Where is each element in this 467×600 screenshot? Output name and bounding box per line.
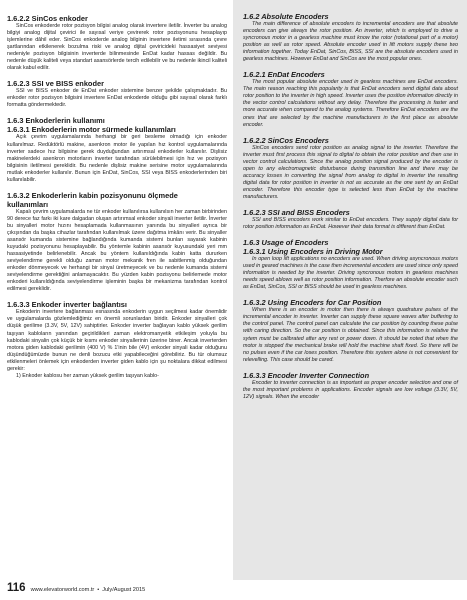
heading-car-position-tr: 1.6.3.2 Enkoderlerin kabin pozisyonunu ölçmede xyxy=(7,190,178,200)
heading-endat: 1.6.2.1 EnDat Encoders xyxy=(243,70,325,80)
heading-absolute-encoders: 1.6.2 Absolute Encoders xyxy=(243,12,329,21)
footer-separator: • xyxy=(97,587,100,593)
paragraph-sincos: SinCos encoders send rotor position as analog signal to the inverter. Therefore the inverter must first process this signal to digital to obtain the rotor position and then use in vector control calculations. Since the analog position signal produced by the encoder is open to any electromagnetic disturbance during transmition line and there may be accuracy losses in converting the signal from analog to digital in inverter the resulting digital data for rotor position in inverter is not as accurate as the one sent by an EnDat encoder. Therefore this encoder type is selected less than EnDat by the machine manufacturers. xyxy=(243,144,458,200)
heading-car-position: 1.6.3.2 Using Encoders for Car Position xyxy=(243,298,382,308)
paragraph-absolute-encoders: The main difference of absolute encoders to incremental encoders are that absolute encoders can give always the rotor position. An inverter, which is employed to drive a syncronous motor in a gearless machine must know the rotor (rotational part of a motor) position as well as rotor speed. Absolute encoder used in lift motors supply these two information together. Today EnDat, SinCos, BISS, SSI are the absolute encoders used in gearless machines. However EnDat and SinCos are the most popular ones. xyxy=(243,21,458,63)
paragraph-ssi-biss: SSI and BISS encoders work similar to EnDat encoders. They supply digital data for rotor position information as EnDat. However their data format is different than EnDat. xyxy=(243,216,458,231)
heading-usage-tr: 1.6.3 Enkoderlerin kullanımı xyxy=(7,116,105,126)
heading-car-position-tr-line2: kullanımları xyxy=(7,199,49,209)
paragraph-endat: The most popular absolute encoder used in gearless machines are EnDat encoders. The main reason reaching this popularity is that EnDat encoders send digital data about rotor position to the inverter in high speed. Inverter uses the position information directly in the vector control calculations without any delay. Therefore the processing is faster and more accurate when compared to the analog systems. Therefore EnDat encoders are the ones that are selected by the machine manufacturers in the first place as absolute encoder. xyxy=(243,79,458,128)
english-column xyxy=(233,0,467,580)
heading-inverter-connection: 1.6.3.3 Encoder Inverter Connection xyxy=(243,370,370,380)
paragraph-connection-tr: Enkoderin invertere bağlanması esnasında enkoderin uygun seçilmesi kadar önemlidir ve uygulamalarda gözlemlediğimiz en önemli sorunlardan biridir. Enkoder sinyalleri çok düşük gerilime (3.3V, 5V, 12V) sahiptirler. Enkoder inverter bağlayan kablo yüksek gerilim taşıyan kabloların yanından geçirildikleri zaman elektromanyetik etkileşim yoluyla bu kablodaki sinyalin çok küçük bir kısmı enkoder sinyallerinin üzerine biner. Ancak inverterden motora giden kablodaki gerilimin (400 V) % 1'inin bile (4V) enkoder sinyali kadar olduğunu düşündüğümüzde bunun ne denli bozucu etki yapabileceğini görebiliriz. Bu tür olumsuz etkilenmeleri önlemek için enkoderden inverter giden kablo için şu noktalara dikkat edilmesi gerekir: xyxy=(7,309,227,372)
heading-ssi-biss: 1.6.2.3 SSI and BISS Encoders xyxy=(243,207,350,217)
paragraph-car-position: When there is an encoder in motor then there is always quadrature pulses of the incremental encoder in inverter. Inverter can supply these square waves after buffering to the control panel. The control panel can calculate the car position by counting these pulse with caring direction. So the car position is obtained. Since this information is relative the sytem must be calibrated after any rest or power down. It should be noted that when the motor is stopped the mechanical brake will hold the machine shaft fixed. So there will be no pulses even if the car loses position. Therefore this system alone is not convenient for relevelling. This case should be cared. xyxy=(243,307,458,363)
heading-sincos-tr: 1.6.2.2 SinCos enkoder xyxy=(7,14,88,23)
heading-ssi-biss-tr: 1.6.2.3 SSI ve BISS enkoder xyxy=(7,79,104,89)
paragraph-car-position-tr: Kapalı çevrim uygulamalarda ne tür enkoder kullanılırsa kullanılsın her zaman birbirinden 90 derece faz farkı iki kare dalgadan oluşan artırımsal enkoder sinyali inverter iletilir. İnverter bu sinyalleri motor hızını hesaplamada kullanmasının yanında bu sinyalleri ayrıca bir çıkışından da başka cihazlar tarafından kullanılmak üzere dağıtma imkânı verir. Bu sinyaller asansör kumanda sistemine bağlandığında kumanda sistemi bunları sayarak kabinin kuyudaki pozisyonunu hesaplayabilir. Bu yöntemle kabinin asansör kuyusundaki yeri mm hassasiyetinde belirlenebilir. Ancak bu yöntem kullanıldığında kabin katta dururken seviyelendirme gerekli olduğu zaman motor mekanik fren ile sabitlenmiş olduğundan enkoder dönmeyecek ve herhangi bir sinyal üretmeyecek ve bu nedenle kumanda sistemi seviyelendirme gerektiğini anlamayacaktır. Bu yüzden kabin pozisyonu belirlemede motor enkoderi kullanıldığında seviyelendirme işleminin başka bir mekanizma tarafından kontrol edilmesi gereklidir. xyxy=(7,208,227,293)
paragraph-ssi-biss-tr: SSI ve BISS enkoder de EnDat enkoder sistemine benzer şekilde çalışmaktadır. Bu enkoder rotor pozisyon bilgisini invertere EnDat enkoderde olduğu gibi sayısal olarak farklı formatta göndermektedir. xyxy=(7,88,227,109)
paragraph-inverter-connection: Encoder to inverter connection is as important as proper encoder selection and one of the most important problems in applications. Encoder signals are low voltage (3.3V, 5V, 12V) signals. When the encoder xyxy=(243,379,458,400)
page-number: 116 xyxy=(7,582,26,594)
heading-sincos: 1.6.2.2 SinCos Encoders xyxy=(243,135,329,145)
heading-usage: 1.6.3 Usage of Encoders xyxy=(243,238,329,248)
heading-motor-driving-tr: 1.6.3.1 Enkoderlerin motor sürmede kullanımları xyxy=(7,125,176,135)
paragraph-sincos-tr: SinCos enkoderde rotor pozisyon bilgisi analog olarak invertere iletilir. İnverter bu analog bilgiyi analog dijital çevirici ile sayısal veriye çevirerek rotor pozisyonunu hesaplayıp işlemlerine dâhil eder. SinCos enkoderde analog bilginin invertere iletimi sırasında çevre şartlarından etkilenerek bozulma riski ve analog dijital çeviricideki hassasiyet seviyesi nedeniyle pozisyon bilgisinin inverterde bilinmesinde EnDat kadar hassas değildir. Bu nedenle düşük kaliteli veya standart asansörlerde tercih edilebilir ve bu nedenle ikincil kaliteli olarak kabul edilir. xyxy=(7,23,227,72)
paragraph-connection-item-1-tr: 1) Enkoder kablosu her zaman yüksek gerilim taşıyan kablo- xyxy=(16,372,159,379)
heading-driving-motor: 1.6.3.1 Using Encoders in Driving Motor xyxy=(243,247,383,257)
turkish-column xyxy=(0,0,233,580)
footer-website: www.elevatorworld.com.tr xyxy=(30,587,95,593)
heading-connection-tr: 1.6.3.3 Enkoder inverter bağlantısı xyxy=(7,300,127,310)
page-footer xyxy=(7,582,247,598)
paragraph-driving-motor: In open loop lift applications no encoders are used. When driving asyncronous motors used in geared machines is the case then incremental encoders are used since only speed information is needed by the inverter. Driving syncronous motors in gearless machines needs speed ablows well as rotor position information. Therfore an absolute encoder such as EnDat, SinCos, SSI or BISS should be used in gearless machines. xyxy=(243,256,458,291)
footer-issue-date: July/August 2015 xyxy=(102,587,146,593)
paragraph-motor-driving-tr: Açık çevrim uygulamalarında herhangi bir geri besleme olmadığı için enkoder kullanılmaz. Redüktörlü makine, asenkron motor ile yapılan hız kontrol uygulamalarında inverter sadece hız bilgisine gerek duyduğundan artırımsal enkoderler kullanılır. Dişlisiz makinelerdeki asenkron motorların inverter tarafından sürülebilmesi için hız ve pozisyon bilgisinin iletilmesi gereklidir. Bu nedenle dişlisiz makine serisine motor uygulamalarında mutlak enkoderler kullanılır. Bunun için EnDat, SinCos, SSI veya BISS enkoderlerinden biri kullanılabilir. xyxy=(7,134,227,183)
